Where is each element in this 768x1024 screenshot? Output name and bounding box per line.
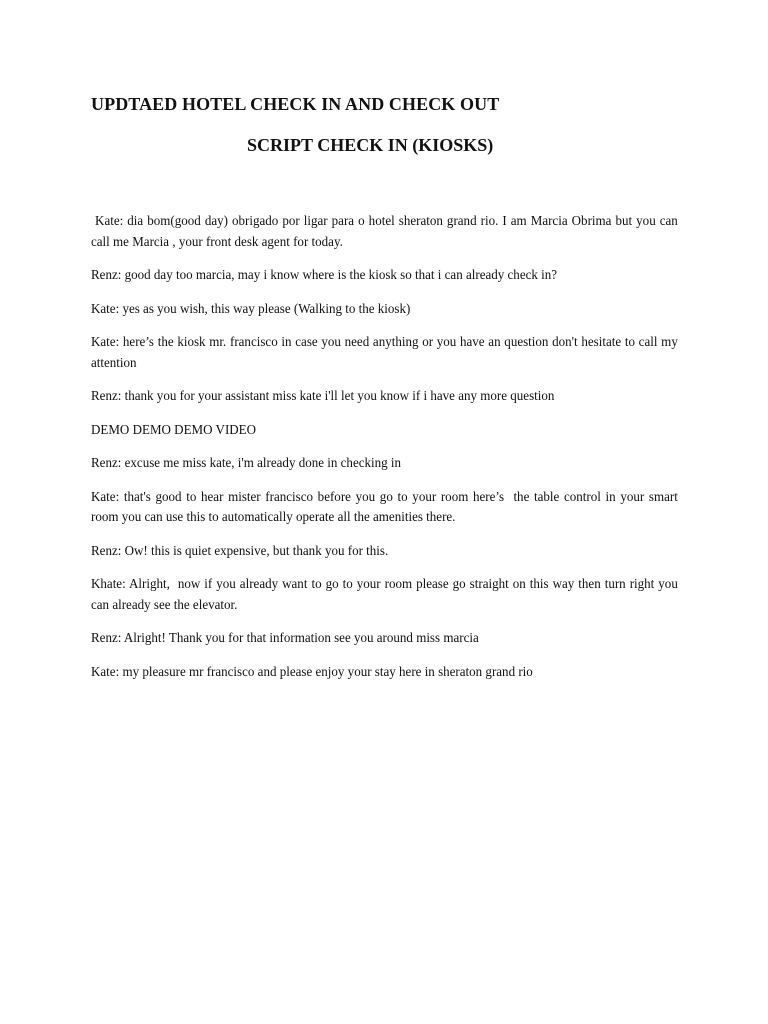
script-line: Kate: here’s the kiosk mr. francisco in case you need anything or you have an question don't hesitate to call my attention — [91, 335, 678, 371]
script-line: Kate: yes as you wish, this way please (Walking to the kiosk) — [91, 301, 411, 317]
document-subtitle: SCRIPT CHECK IN (KIOSKS) — [247, 135, 494, 155]
script-line: Kate: my pleasure mr francisco and please enjoy your stay here in sheraton grand rio — [91, 664, 533, 680]
script-line: Renz: excuse me miss kate, i'm already done in checking in — [91, 456, 402, 471]
script-line: Renz: Ow! this is quiet expensive, but thank you for this. — [91, 543, 389, 559]
script-line: DEMO DEMO DEMO VIDEO — [91, 422, 257, 438]
script-body — [91, 212, 682, 696]
script-line: Renz: good day too marcia, may i know where is the kiosk so that i can already check in? — [91, 268, 558, 283]
script-line: Kate: that's good to hear mister francisco before you go to your room here’s the table control in your smart room you can use this to automatically operate all the amenities there. — [91, 489, 682, 525]
script-line: Renz: Alright! Thank you for that information see you around miss marcia — [91, 631, 479, 646]
document-title: UPDTAED HOTEL CHECK IN AND CHECK OUT — [91, 94, 500, 114]
script-line: Kate: dia bom(good day) obrigado por ligar para o hotel sheraton grand rio. I am Marcia Obrima but you can call me Marcia , your front desk agent for today. — [91, 214, 682, 250]
script-line: Khate: Alright, now if you already want to go to your room please go straight on this way then turn right you can already see the elevator. — [91, 577, 682, 613]
script-line: Renz: thank you for your assistant miss kate i'll let you know if i have any more question — [91, 389, 555, 404]
